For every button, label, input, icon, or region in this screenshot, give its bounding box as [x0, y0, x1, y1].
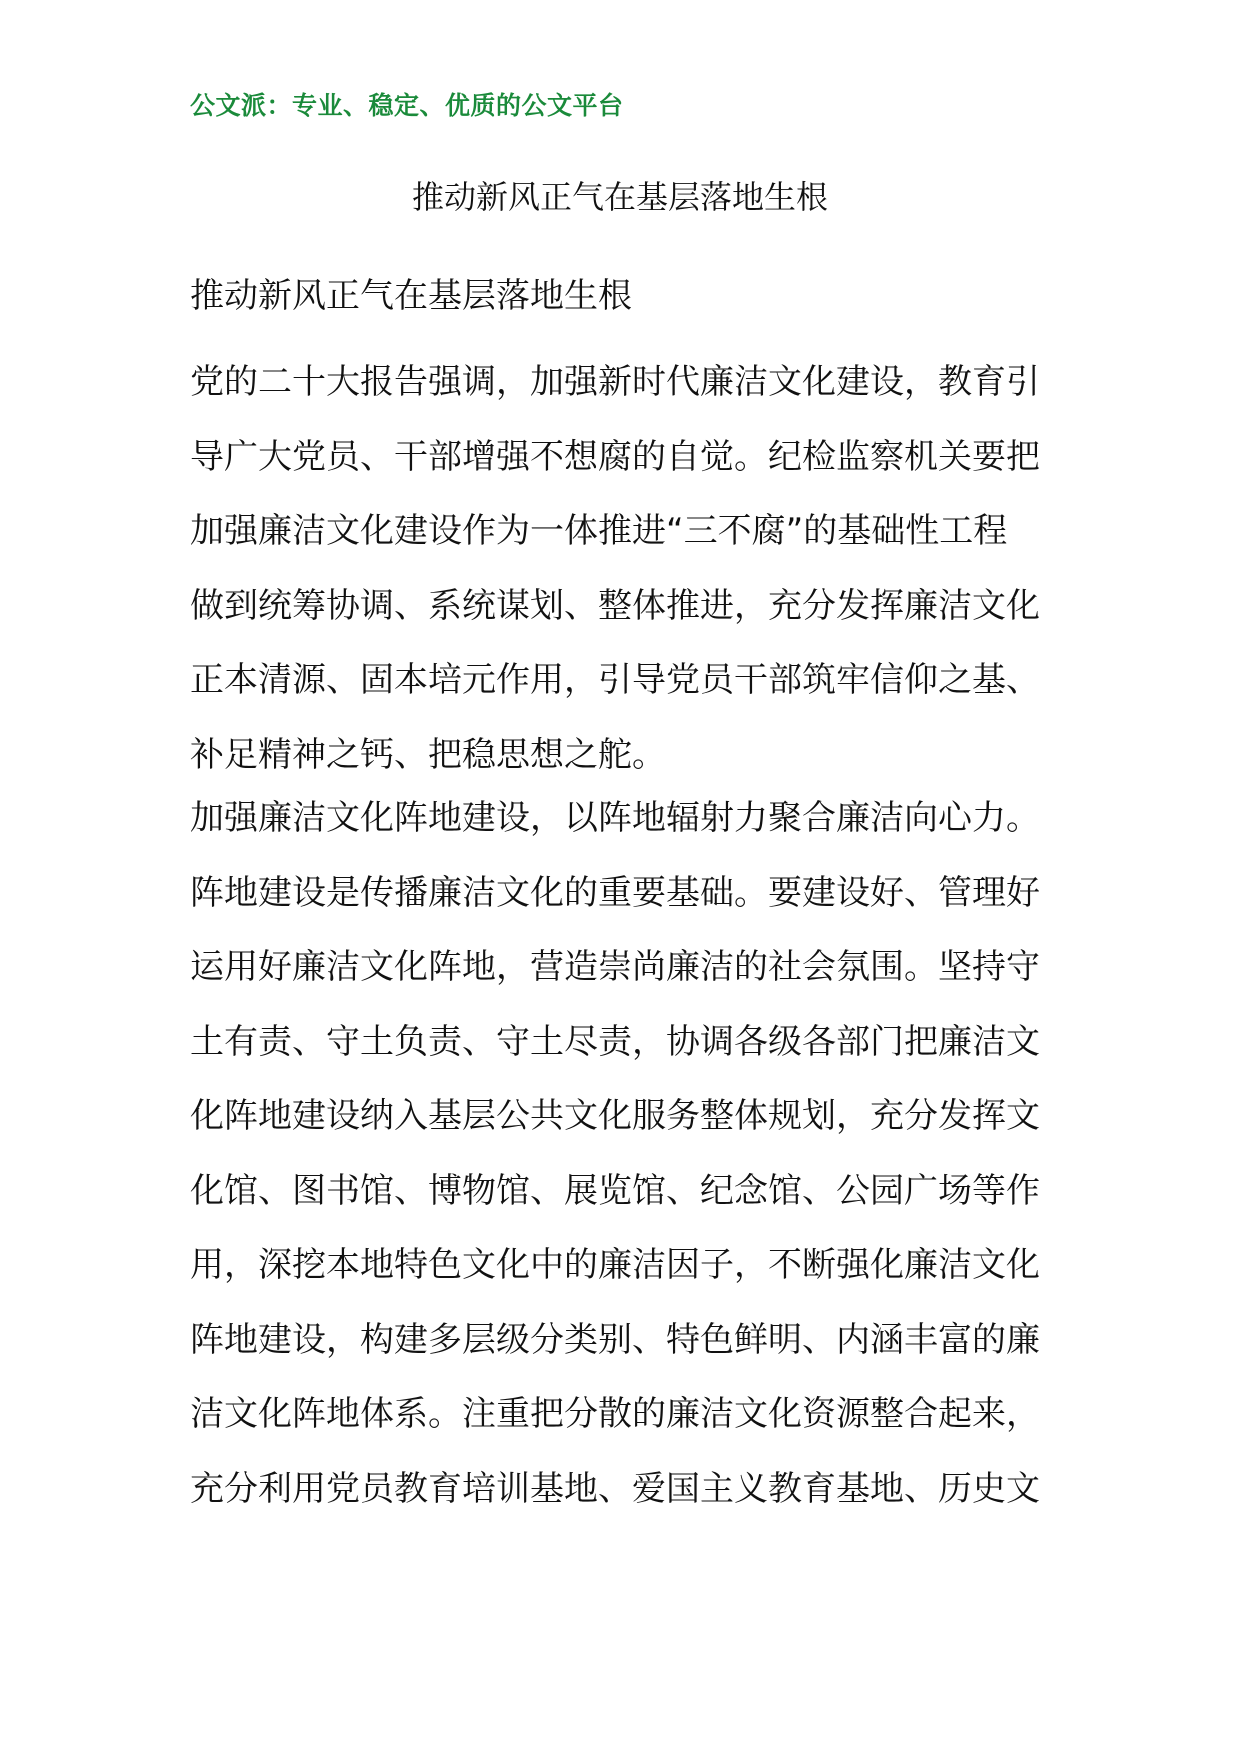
paragraph-line: 土有责、守土负责、守土尽责，协调各级各部门把廉洁文 — [190, 1021, 1040, 1062]
paragraph-line: 党的二十大报告强调，加强新时代廉洁文化建设，教育引 — [190, 362, 1040, 402]
document-title: 推动新风正气在基层落地生根 — [411, 178, 828, 216]
paragraph-line: 充分利用党员教育培训基地、爱国主义教育基地、历史文 — [190, 1468, 1040, 1509]
paragraph-line: 运用好廉洁文化阵地，营造崇尚廉洁的社会氛围。坚持守 — [190, 947, 1040, 987]
paragraph-1 — [190, 345, 1040, 792]
paragraph-line: 加强廉洁文化阵地建设，以阵地辐射力聚合廉洁向心力。 — [190, 798, 1040, 838]
paragraph-line: 洁文化阵地体系。注重把分散的廉洁文化资源整合起来， — [190, 1394, 1040, 1434]
paragraph-line: 加强廉洁文化建设作为一体推进“三不腐”的基础性工程 — [190, 511, 1008, 551]
paragraph-2 — [190, 781, 1040, 1526]
paragraph-line: 化馆、图书馆、博物馆、展览馆、纪念馆、公园广场等作 — [190, 1170, 1040, 1211]
paragraph-line: 阵地建设，构建多层级分类别、特色鲜明、内涵丰富的廉 — [190, 1319, 1040, 1360]
paragraph-line: 化阵地建设纳入基层公共文化服务整体规划，充分发挥文 — [190, 1096, 1040, 1136]
paragraph-line: 正本清源、固本培元作用，引导党员干部筑牢信仰之基、 — [190, 660, 1040, 700]
paragraph-line: 做到统筹协调、系统谋划、整体推进，充分发挥廉洁文化 — [190, 585, 1040, 626]
paragraph-line: 补足精神之钙、把稳思想之舵。 — [190, 734, 666, 775]
document-subtitle: 推动新风正气在基层落地生根 — [190, 276, 632, 316]
paragraph-line: 用，深挖本地特色文化中的廉洁因子，不断强化廉洁文化 — [190, 1245, 1040, 1285]
paragraph-line: 阵地建设是传播廉洁文化的重要基础。要建设好、管理好 — [190, 872, 1040, 913]
paragraph-line: 导广大党员、干部增强不想腐的自觉。纪检监察机关要把 — [190, 436, 1040, 477]
brand-header: 公文派：专业、稳定、优质的公文平台 — [190, 91, 624, 120]
